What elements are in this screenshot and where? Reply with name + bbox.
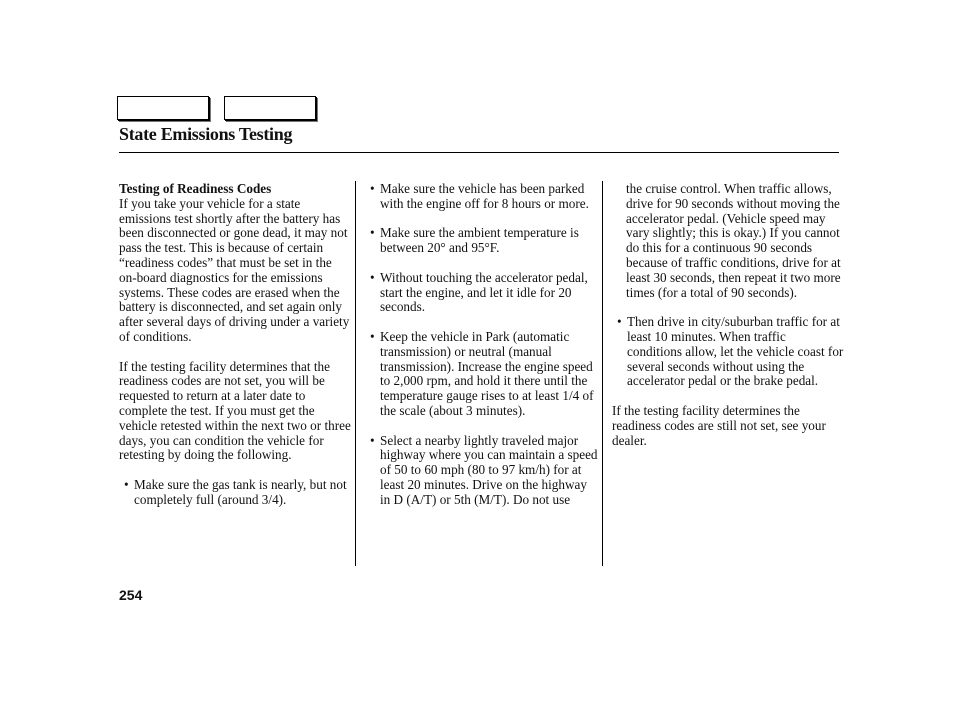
column-2 <box>369 182 598 522</box>
column-1 <box>119 182 351 522</box>
bullet-item <box>369 330 598 419</box>
page-number: 254 <box>119 587 143 603</box>
bullet-item <box>369 182 598 212</box>
bullet-icon: • <box>370 269 375 285</box>
bullet-item <box>369 226 598 256</box>
nav-tab-box-2 <box>224 96 316 120</box>
bullet-text: Keep the vehicle in Park (automatic transmission) or neutral (manual transmission). Increase the engine speed to 2,000 rpm, and hold it there until the temperature gauge rises to at least 1/4 of the scale (about 3 minutes). <box>380 328 594 418</box>
bullet-icon: • <box>370 225 375 241</box>
column-divider-1 <box>355 181 356 566</box>
column-3 <box>612 182 844 463</box>
bullet-continuation: the cruise control. When traffic allows, drive for 90 seconds without moving the accelerator pedal. (Vehicle speed may vary slightly; this is okay.) If you cannot do this for a continuous 90 seconds because of traffic conditions, drive for at least 30 seconds, then repeat it two more times (for a total of 90 seconds). <box>626 181 841 300</box>
bullet-icon: • <box>617 314 622 330</box>
page-title: State Emissions Testing <box>119 124 293 144</box>
paragraph-text: If you take your vehicle for a state emissions test shortly after the battery has been disconnected or gone dead, it may not pass the test. This is because of certain “readiness codes” that must be set in the on-board diagnostics for the emissions systems. These codes are erased when the battery is disconnected, and set again only after several days of driving under a variety of conditions. <box>119 195 350 344</box>
bullet-icon: • <box>370 432 375 448</box>
bullet-icon: • <box>124 476 129 492</box>
bullet-icon: • <box>370 181 375 196</box>
bullet-item <box>369 434 598 508</box>
bullet-text: Select a nearby lightly traveled major highway where you can maintain a speed of 50 to 60 mph (80 to 97 km/h) for at least 20 minutes. Drive on the highway in D (A/T) or 5th (M/T). Do not use <box>380 432 598 507</box>
section-paragraph <box>119 182 351 345</box>
bullet-text: Without touching the accelerator pedal, start the engine, and let it idle for 20 seconds. <box>380 269 588 315</box>
bullet-text: Make sure the ambient temperature is between 20° and 95°F. <box>380 225 579 256</box>
bullet-text: Then drive in city/suburban traffic for at least 10 minutes. When traffic conditions allow, let the vehicle coast for several seconds without using the accelerator pedal or the brake pedal. <box>627 314 844 389</box>
bullet-item <box>119 478 351 508</box>
bullet-icon: • <box>370 328 375 344</box>
column-divider-2 <box>602 181 603 566</box>
bullet-item <box>369 271 598 315</box>
paragraph: If the testing facility determines that the readiness codes are not set, you will be requested to return at a later date to complete the test. If you must get the vehicle retested within the next two or three days, you can condition the vehicle for retesting by doing the following. <box>119 358 351 463</box>
bullet-text: Make sure the gas tank is nearly, but not completely full (around 3/4). <box>134 476 347 507</box>
nav-tab-box-1 <box>117 96 209 120</box>
paragraph: If the testing facility determines the readiness codes are still not set, see your dealer. <box>612 402 826 448</box>
bullet-item <box>612 315 844 389</box>
section-heading: Testing of Readiness Codes <box>119 181 272 196</box>
bullet-text: Make sure the vehicle has been parked with the engine off for 8 hours or more. <box>380 181 589 211</box>
title-rule <box>119 152 839 153</box>
